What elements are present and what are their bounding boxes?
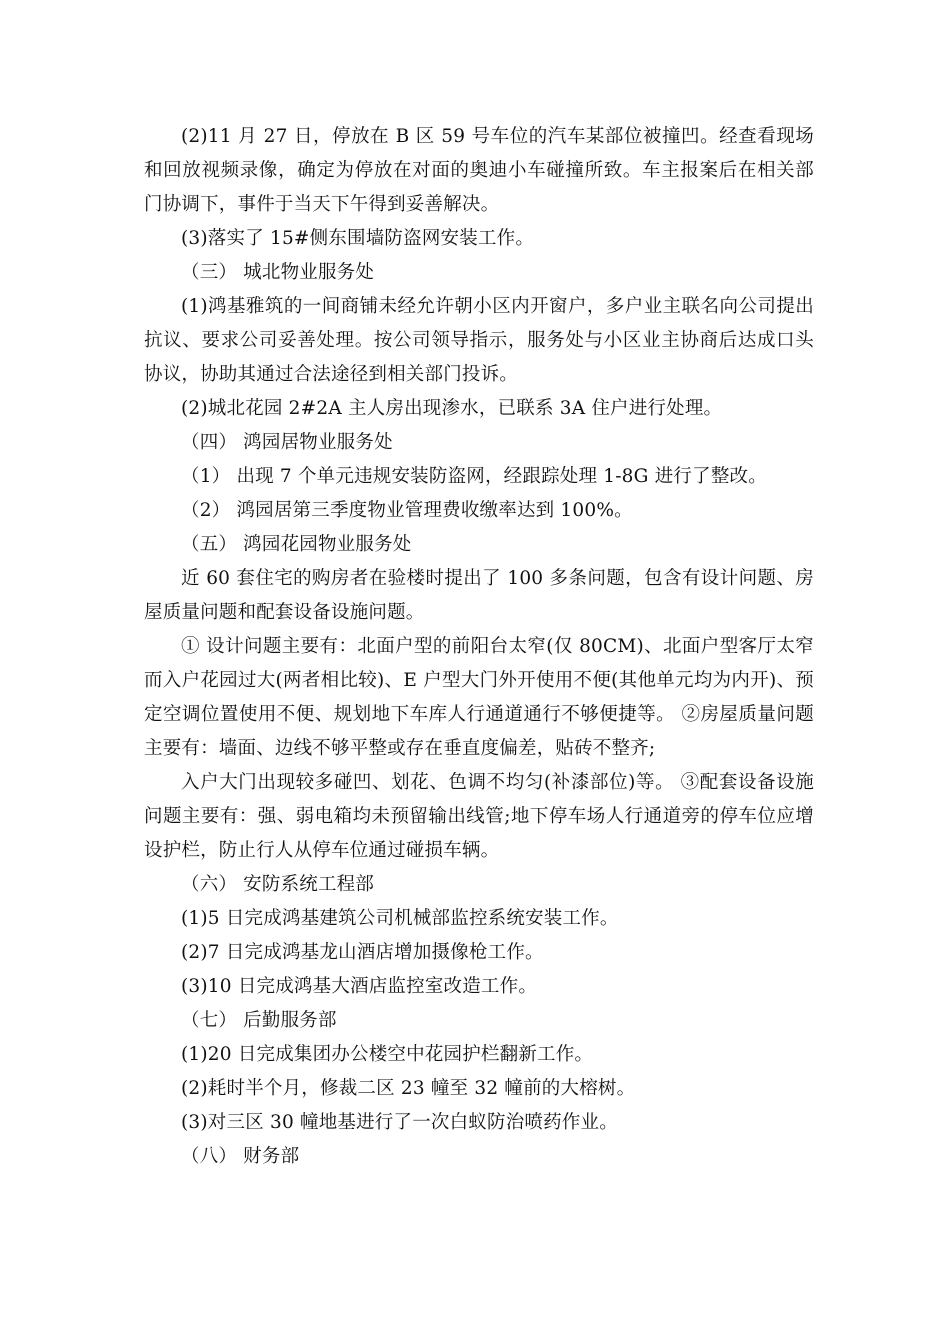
paragraph-equipment-issues: 入户大门出现较多碰凹、划花、色调不均匀(补漆部位)等。 ③配套设备设施问题主要有：强、弱电箱均未预留输出线管;地下停车场人行通道旁的停车位应增设护栏，防止行人从停车位通过碰损车辆。 xyxy=(144,772,814,861)
paragraph-parking-incident: (2)11 月 27 日，停放在 B 区 59 号车位的汽车某部位被撞凹。经查看现场和回放视频录像，确定为停放在对面的奥迪小车碰撞所致。车主报案后在相关部门协调下，事件于当天下午得到妥善解决。 xyxy=(144,126,814,215)
paragraph-fee-collection: （2） 鸿园居第三季度物业管理费收缴率达到 100%。 xyxy=(181,500,633,521)
paragraph-antitheft-net: (3)落实了 15#侧东围墙防盗网安装工作。 xyxy=(181,228,535,249)
document-body xyxy=(144,120,814,1174)
paragraph-logistics-1: (1)20 日完成集团办公楼空中花园护栏翻新工作。 xyxy=(181,1044,594,1065)
section-heading-finance: （八） 财务部 xyxy=(181,1146,300,1167)
paragraph-security-3: (3)10 日完成鸿基大酒店监控室改造工作。 xyxy=(181,976,538,997)
section-heading-logistics: （七） 后勤服务部 xyxy=(181,1010,337,1031)
paragraph-logistics-2: (2)耗时半个月，修裁二区 23 幢至 32 幢前的大榕树。 xyxy=(181,1078,636,1099)
section-heading-hongyuan-garden: （五） 鸿园花园物业服务处 xyxy=(181,534,412,555)
paragraph-security-2: (2)7 日完成鸿基龙山酒店增加摄像枪工作。 xyxy=(181,942,544,963)
paragraph-design-issues: ① 设计问题主要有：北面户型的前阳台太窄(仅 80CM)、北面户型客厅太窄而入户花园过大(两者相比较)、E 户型大门外开使用不便(其他单元均为内开)、预定空调位置使用不便、规划地下车库人行通道通行不够便捷等。 ②房屋质量问题主要有：墙面、边线不够平整或存在垂直度偏差，贴砖不整齐; xyxy=(144,636,814,759)
section-heading-security: （六） 安防系统工程部 xyxy=(181,874,375,895)
paragraph-water-leak: (2)城北花园 2#2A 主人房出现渗水，已联系 3A 住户进行处理。 xyxy=(181,398,723,419)
section-heading-chengbei: （三） 城北物业服务处 xyxy=(181,262,375,283)
paragraph-illegal-nets: （1） 出现 7 个单元违规安装防盗网，经跟踪处理 1-8G 进行了整改。 xyxy=(181,466,767,487)
paragraph-logistics-3: (3)对三区 30 幢地基进行了一次白蚁防治喷药作业。 xyxy=(181,1112,618,1133)
paragraph-security-1: (1)5 日完成鸿基建筑公司机械部监控系统安装工作。 xyxy=(181,908,619,929)
paragraph-shop-window: (1)鸿基雅筑的一间商铺未经允许朝小区内开窗户，多户业主联名向公司提出抗议、要求公司妥善处理。按公司领导指示，服务处与小区业主协商后达成口头协议，协助其通过合法途径到相关部门投诉。 xyxy=(144,296,814,385)
section-heading-hongyuanju: （四） 鸿园居物业服务处 xyxy=(181,432,393,453)
paragraph-buyer-issues: 近 60 套住宅的购房者在验楼时提出了 100 多条问题，包含有设计问题、房屋质量问题和配套设备设施问题。 xyxy=(144,568,814,623)
